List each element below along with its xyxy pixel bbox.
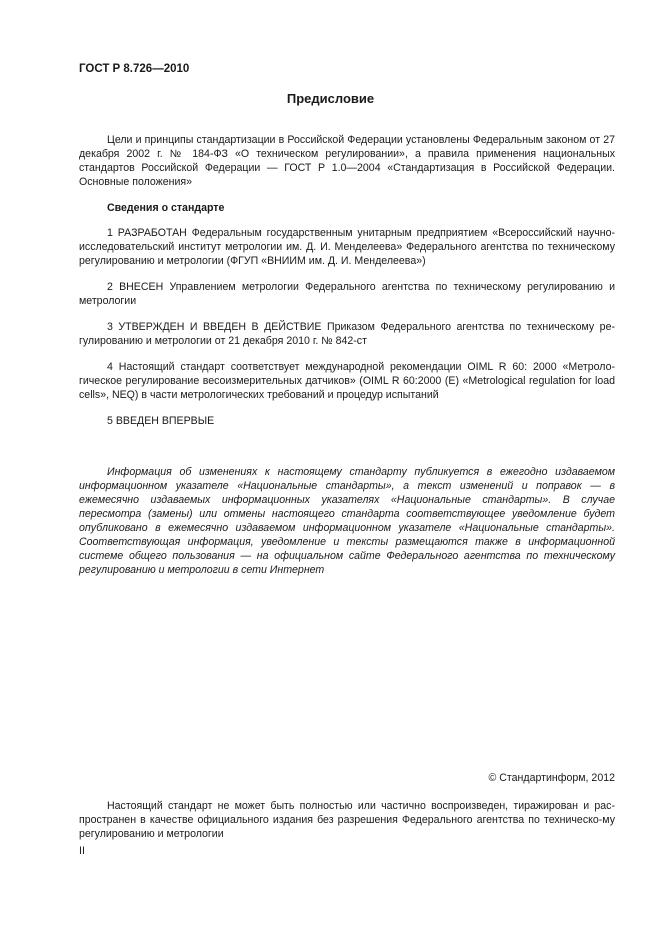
item-3: 3 УТВЕРЖДЕН И ВВЕДЕН В ДЕЙСТВИЕ Приказом Федерального агентства по техническому ре-гулированию и метрологии от 21 декабря 2010 г. № 842-ст xyxy=(79,321,615,347)
page-title: Предисловие xyxy=(286,91,375,106)
info-heading: Сведения о стандарте xyxy=(107,202,225,214)
standard-code: ГОСТ Р 8.726—2010 xyxy=(79,63,190,75)
copyright: © Стандартинформ, 2012 xyxy=(488,772,615,784)
item-4: 4 Настоящий стандарт соответствует международной рекомендации OIML R 60: 2000 «Метроло-гическое регулирование весоизмерительных датчиков» (OIML R 60:2000 (E) «Metrological regulation for load cells», NEQ) в части метрологических требований и процедур испытаний xyxy=(79,361,615,401)
item-1: 1 РАЗРАБОТАН Федеральным государственным унитарным предприятием «Всероссийский научно-исследовательский институт метрологии им. Д. И. Менделеева» Федерального агентства по техническому регулированию и метрологии (ФГУП «ВНИИМ им. Д. И. Менделеева») xyxy=(79,227,615,267)
page-number: II xyxy=(79,845,85,857)
item-5: 5 ВВЕДЕН ВПЕРВЫЕ xyxy=(107,415,215,427)
intro-paragraph: Цели и принципы стандартизации в Российской Федерации установлены Федеральным законом от 27 декабря 2002 г. № 184-ФЗ «О техническом регулировании», а правила применения национальных стандартов Российской Федерации — ГОСТ Р 1.0—2004 «Стандартизация в Российской Федерации. Основные положения» xyxy=(79,134,615,188)
notice-paragraph: Информация об изменениях к настоящему стандарту публикуется в ежегодно издаваемом информационном указателе «Национальные стандарты», а текст изменений и поправок — в ежемесячно издаваемых информационных указателях «Национальные стандарты». В случае пересмотра (замены) или отмены настоящего стандарта соответствующее уведомление будет опубликовано в ежемесячно издаваемом информационном указателе «Национальные стандарты». Соответствующая информация, уведомление и тексты размещаются также в информационной системе общего пользования — на официальном сайте Федерального агентства по техническому регулированию и метрологии в сети Интернет xyxy=(79,466,615,576)
item-2: 2 ВНЕСЕН Управлением метрологии Федерального агентства по техническому регулированию и метрологии xyxy=(79,281,615,307)
reproduction-notice: Настоящий стандарт не может быть полностью или частично воспроизведен, тиражирован и рас-пространен в качестве официального издания без разрешения Федерального агентства по техническо-му регулированию и метрологии xyxy=(79,800,615,840)
